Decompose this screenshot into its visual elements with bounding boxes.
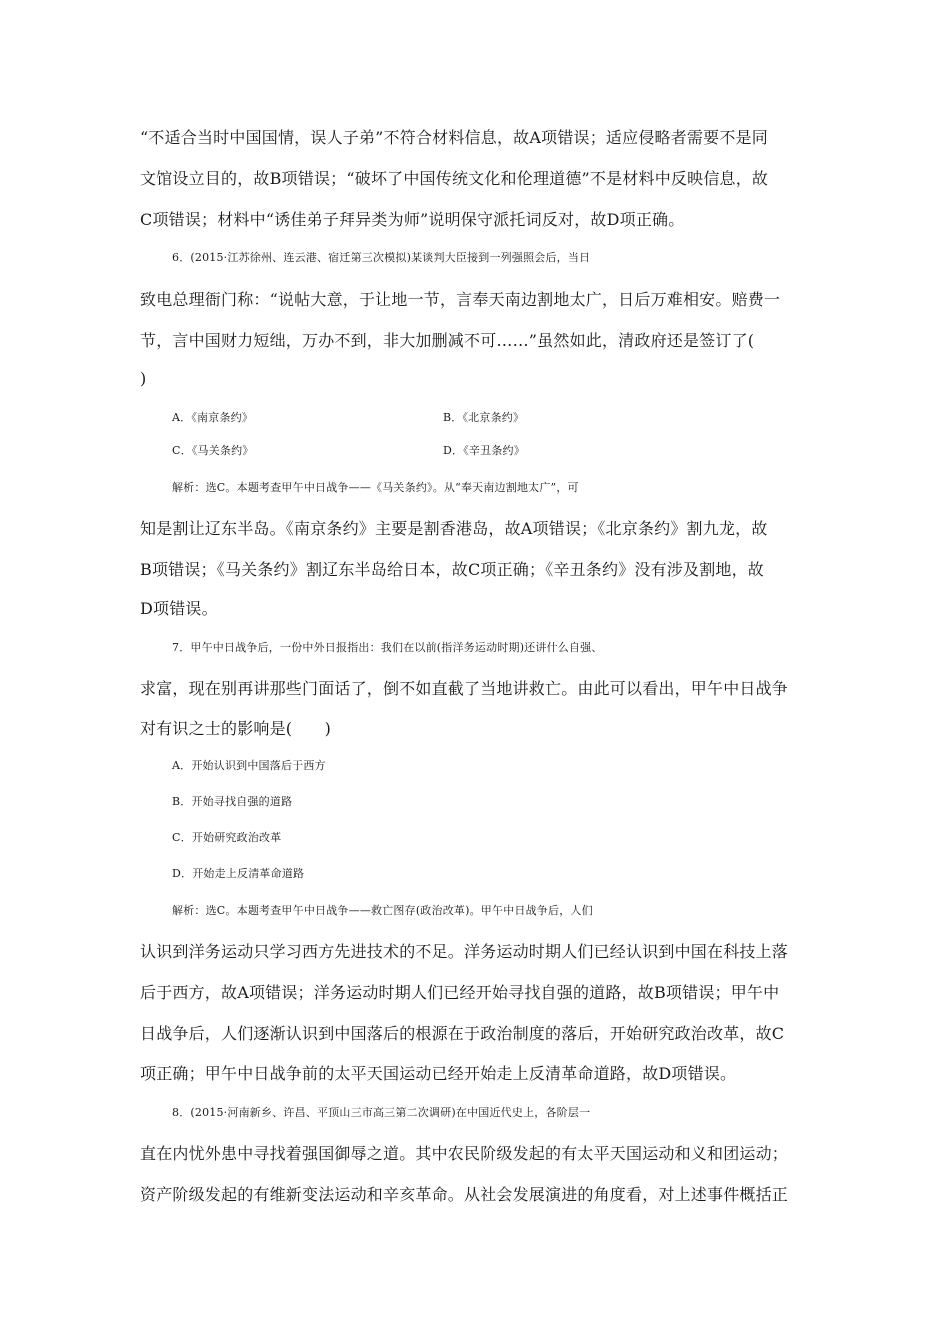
q5-analysis-line-1: “不适合当时中国国情，误人子弟”不符合材料信息，故A项错误；适应侵略者需要不是同 [140, 128, 768, 147]
q7-analysis-line-2: 认识到洋务运动只学习西方先进技术的不足。洋务运动时期人们已经认识到中国在科技上落 [140, 942, 789, 961]
q7-analysis-line-1: 解析：选C。本题考查甲午中日战争——救亡图存(政治改革)。甲午中日战争后，人们 [172, 904, 593, 917]
q6-option-b: B．《北京条约》 [443, 411, 525, 424]
q6-stem-line-2: 致电总理衙门称：“说帖大意，于让地一节，言奉天南边割地太广，日后万难相安。赔费一 [140, 290, 781, 309]
q6-analysis-line-3: B项错误；《马关条约》割辽东半岛给日本，故C项正确；《辛丑条约》没有涉及割地，故 [140, 560, 765, 579]
q7-stem-line-2: 求富，现在别再讲那些门面话了，倒不如直截了当地讲救亡。由此可以看出，甲午中日战争 [140, 679, 789, 698]
q5-analysis-line-2: 文馆设立目的，故B项错误；“破坏了中国传统文化和伦理道德”不是材料中反映信息，故 [140, 169, 769, 188]
q6-stem-line-3: 节，言中国财力短绌，万办不到，非大加删减不可……”虽然如此，清政府还是签订了( [140, 331, 755, 350]
q6-options-row-2 [172, 441, 852, 461]
q6-option-a: A．《南京条约》 [172, 411, 254, 424]
q7-stem-line-3: 对有识之士的影响是( ) [140, 719, 332, 738]
q7-analysis-line-4: 日战争后，人们逐渐认识到中国落后的根源在于政治制度的落后，开始研究政治改革，故C [140, 1024, 785, 1043]
q5-analysis-line-3: C项错误；材料中“诱佳弟子拜异类为师”说明保守派托词反对，故D项正确。 [140, 210, 685, 229]
q8-stem-line-1: 8．(2015·河南新乡、许昌、平顶山三市高三第二次调研)在中国近代史上，各阶层一 [172, 1106, 591, 1119]
q6-options-row-1 [172, 408, 852, 428]
q7-option-d: D．开始走上反清革命道路 [172, 867, 305, 880]
q7-analysis-line-5: 项正确；甲午中日战争前的太平天国运动已经开始走上反清革命道路，故D项错误。 [140, 1064, 737, 1083]
q7-analysis-line-3: 后于西方，故A项错误；洋务运动时期人们已经开始寻找自强的道路，故B项错误；甲午中 [140, 983, 780, 1002]
q6-analysis-line-4: D项错误。 [140, 599, 218, 618]
q7-option-b: B．开始寻找自强的道路 [172, 795, 293, 808]
q8-stem-line-3: 资产阶级发起的有维新变法运动和辛亥革命。从社会发展演进的角度看，对上述事件概括正 [140, 1185, 789, 1204]
q6-option-c: C．《马关条约》 [172, 444, 254, 457]
q6-analysis-line-1: 解析：选C。本题考查甲午中日战争——《马关条约》。从“奉天南边割地太广”，可 [172, 481, 579, 494]
q6-stem-line-1: 6．(2015·江苏徐州、连云港、宿迁第三次模拟)某谈判大臣接到一列强照会后，当日 [172, 251, 591, 264]
q6-stem-line-4: ) [140, 369, 147, 388]
q8-stem-line-2: 直在内忧外患中寻找着强国御辱之道。其中农民阶级发起的有太平天国运动和义和团运动； [140, 1144, 789, 1163]
q6-analysis-line-2: 知是割让辽东半岛。《南京条约》主要是割香港岛，故A项错误；《北京条约》割九龙，故 [140, 519, 768, 538]
q6-option-d: D．《辛丑条约》 [443, 444, 525, 457]
q7-option-c: C．开始研究政治改革 [172, 831, 282, 844]
q7-option-a: A．开始认识到中国落后于西方 [172, 759, 326, 772]
q7-stem-line-1: 7．甲午中日战争后，一份中外日报指出：我们在以前(指洋务运动时期)还讲什么自强、 [172, 641, 603, 654]
